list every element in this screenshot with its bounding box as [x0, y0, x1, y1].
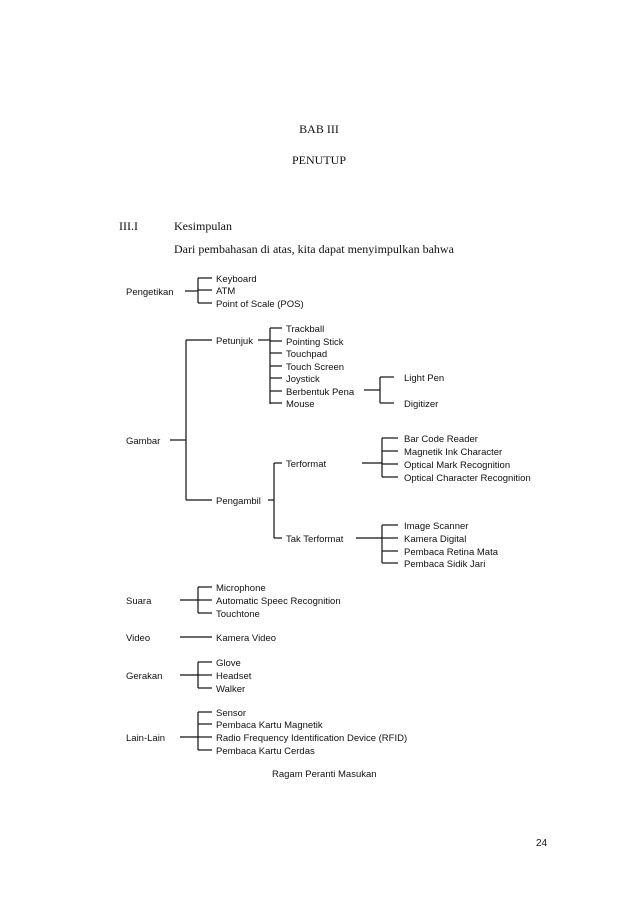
item-touch-screen: Touch Screen: [286, 362, 345, 373]
item-pembaca-sidik-jari: Pembaca Sidik Jari: [404, 559, 486, 570]
category-video: Video: [126, 633, 151, 644]
chapter-title: PENUTUP: [291, 153, 346, 167]
item-touchtone: Touchtone: [216, 609, 260, 620]
category-gambar: Gambar: [126, 436, 161, 447]
item-rfid: Radio Frequency Identification Device (RFID): [216, 733, 408, 744]
item-glove: Glove: [216, 658, 241, 669]
section-title: Kesimpulan: [174, 219, 232, 233]
subcategory-terformat: Terformat: [286, 459, 327, 470]
item-microphone: Microphone: [216, 583, 266, 594]
item-mouse: Mouse: [286, 399, 315, 410]
item-atm: ATM: [216, 286, 236, 297]
item-pembaca-retina: Pembaca Retina Mata: [404, 547, 498, 558]
item-kamera-digital: Kamera Digital: [404, 534, 467, 545]
item-bar-code-reader: Bar Code Reader: [404, 434, 478, 445]
subcategory-pengambil: Pengambil: [216, 496, 261, 507]
category-gerakan: Gerakan: [126, 671, 163, 682]
item-joystick: Joystick: [286, 374, 320, 385]
item-pointing-stick: Pointing Stick: [286, 337, 344, 348]
category-pengetikan: Pengetikan: [126, 287, 174, 298]
item-keyboard: Keyboard: [216, 274, 257, 285]
intro-paragraph: Dari pembahasan di atas, kita dapat menyimpulkan bahwa: [174, 242, 454, 256]
item-headset: Headset: [216, 671, 252, 682]
chapter-heading: BAB III: [299, 122, 339, 136]
subcategory-tak-terformat: Tak Terformat: [286, 534, 344, 545]
category-suara: Suara: [126, 596, 152, 607]
item-touchpad: Touchpad: [286, 349, 328, 360]
subcategory-petunjuk: Petunjuk: [216, 336, 253, 347]
item-kartu-cerdas: Pembaca Kartu Cerdas: [216, 746, 315, 757]
item-walker: Walker: [216, 684, 246, 695]
item-kamera-video: Kamera Video: [216, 633, 277, 644]
item-image-scanner: Image Scanner: [404, 521, 469, 532]
item-magnetik-ink: Magnetik Ink Character: [404, 447, 503, 458]
page-number: 24: [536, 838, 548, 849]
item-sensor: Sensor: [216, 708, 247, 719]
item-optical-character: Optical Character Recognition: [404, 473, 531, 484]
item-trackball: Trackball: [286, 324, 325, 335]
item-optical-mark: Optical Mark Recognition: [404, 460, 511, 471]
item-speech-recognition: Automatic Speec Recognition: [216, 596, 341, 607]
item-berbentuk-pena: Berbentuk Pena: [286, 387, 355, 398]
item-light-pen: Light Pen: [404, 373, 445, 384]
diagram-caption: Ragam Peranti Masukan: [272, 769, 377, 780]
item-pos: Point of Scale (POS): [216, 299, 304, 310]
item-kartu-magnetik: Pembaca Kartu Magnetik: [216, 720, 323, 731]
item-digitizer: Digitizer: [404, 399, 439, 410]
section-number: III.I: [119, 219, 138, 233]
category-lain-lain: Lain-Lain: [126, 733, 166, 744]
